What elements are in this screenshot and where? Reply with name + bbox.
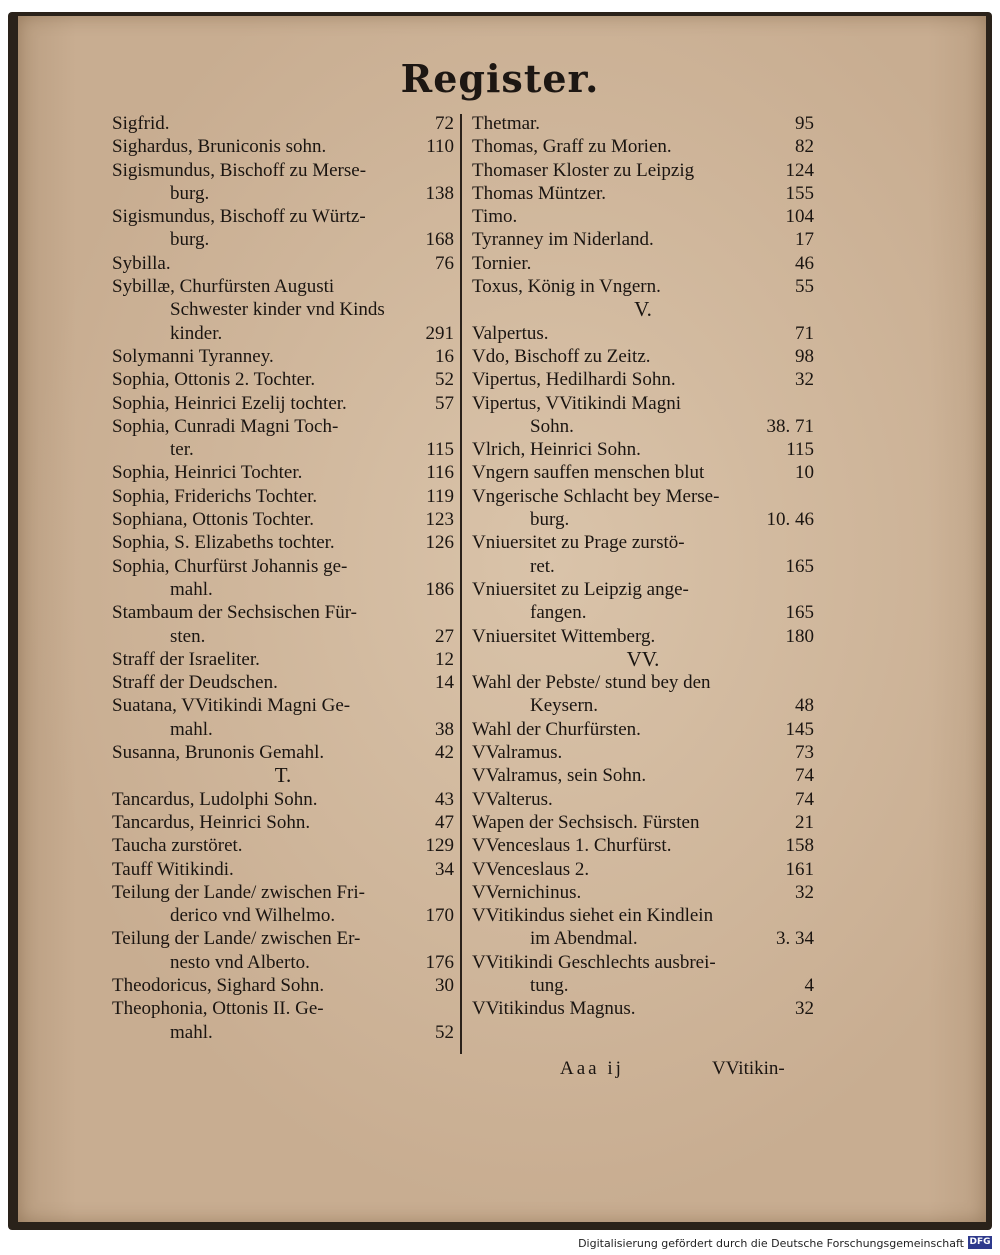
entry-text: Sybilla. xyxy=(112,252,171,274)
entry-text: VVitikindus Magnus. xyxy=(472,998,636,1020)
page-number: 73 xyxy=(795,742,814,764)
index-entry xyxy=(472,368,814,391)
index-entry xyxy=(472,415,814,438)
index-entry xyxy=(112,531,454,554)
index-entry xyxy=(112,228,454,251)
entry-text: Tornier. xyxy=(472,252,532,274)
page-number: 138 xyxy=(425,182,454,204)
page-number: 48 xyxy=(795,695,814,717)
page-number: 176 xyxy=(425,951,454,973)
section-letter xyxy=(112,764,454,787)
entry-text: Thomas, Graff zu Morien. xyxy=(472,136,672,158)
page-number: 123 xyxy=(425,509,454,531)
entry-text: sten. xyxy=(170,625,206,647)
entry-text: burg. xyxy=(170,182,210,204)
page-number: 124 xyxy=(785,159,814,181)
entry-text: Wahl der Churfürsten. xyxy=(472,718,641,740)
entry-text: VVenceslaus 2. xyxy=(472,858,590,880)
digitization-credit: Digitalisierung gefördert durch die Deutsche Forschungsgemeinschaft xyxy=(578,1237,964,1250)
index-entry xyxy=(112,648,454,671)
index-entry xyxy=(112,625,454,648)
page-number: 158 xyxy=(785,835,814,857)
entry-text: Theophonia, Ottonis II. Ge- xyxy=(112,998,324,1020)
entry-text: derico vnd Wilhelmo. xyxy=(170,905,336,927)
page-number: 76 xyxy=(435,252,454,274)
index-entry xyxy=(112,159,454,182)
index-entry xyxy=(112,578,454,601)
page-number: 110 xyxy=(426,136,454,158)
entry-text: VValterus. xyxy=(472,788,553,810)
index-entry xyxy=(112,904,454,927)
entry-text: Tyranney im Niderland. xyxy=(472,229,654,251)
section-letter xyxy=(472,298,814,321)
entry-text: VValramus. xyxy=(472,742,563,764)
page-number: 3. 34 xyxy=(776,928,814,950)
page-number: 168 xyxy=(425,229,454,251)
entry-text: Vdo, Bischoff zu Zeitz. xyxy=(472,345,651,367)
entry-text: Tauff Witikindi. xyxy=(112,858,234,880)
entry-text: Sybillæ, Churfürsten Augusti xyxy=(112,276,335,298)
entry-text: Sophia, Cunradi Magni Toch- xyxy=(112,415,339,437)
index-entry xyxy=(472,205,814,228)
entry-text: Sigismundus, Bischoff zu Merse- xyxy=(112,159,367,181)
index-entry xyxy=(472,671,814,694)
page-number: 129 xyxy=(425,835,454,857)
index-entry xyxy=(112,275,454,298)
entry-text: Timo. xyxy=(472,206,518,228)
index-entry xyxy=(472,997,814,1020)
page-number: 42 xyxy=(435,742,454,764)
index-entry xyxy=(472,881,814,904)
entry-text: V. xyxy=(634,297,652,322)
entry-text: Sohn. xyxy=(530,415,574,437)
page-number: 116 xyxy=(426,462,454,484)
entry-text: VV. xyxy=(626,646,660,671)
entry-text: Thetmar. xyxy=(472,113,541,134)
index-entry xyxy=(472,531,814,554)
page-number: 115 xyxy=(426,439,454,461)
index-entry xyxy=(472,112,814,135)
index-entry xyxy=(112,601,454,624)
index-entry xyxy=(112,135,454,158)
page-number: 291 xyxy=(425,322,454,344)
entry-text: Solymanni Tyranney. xyxy=(112,345,274,367)
entry-text: Sigismundus, Bischoff zu Würtz- xyxy=(112,206,366,228)
page-number: 115 xyxy=(786,439,814,461)
index-entry xyxy=(112,951,454,974)
entry-text: Sophia, Churfürst Johannis ge- xyxy=(112,555,348,577)
index-entry xyxy=(472,345,814,368)
entry-text: VVernichinus. xyxy=(472,881,582,903)
entry-text: VValramus, sein Sohn. xyxy=(472,765,647,787)
page-number: 170 xyxy=(425,905,454,927)
index-entry xyxy=(472,694,814,717)
entry-text: Sighardus, Bruniconis sohn. xyxy=(112,136,327,158)
entry-text: Toxus, König in Vngern. xyxy=(472,276,661,298)
page-number: 145 xyxy=(785,718,814,740)
index-entry xyxy=(112,182,454,205)
index-entry xyxy=(112,438,454,461)
page-number: 14 xyxy=(435,672,454,694)
entry-text: Sigfrid. xyxy=(112,113,170,134)
entry-text: kinder. xyxy=(170,322,223,344)
page-number: 155 xyxy=(785,182,814,204)
index-entry xyxy=(472,625,814,648)
page-number: 126 xyxy=(425,532,454,554)
entry-text: burg. xyxy=(530,509,570,531)
entry-text: Vniuersitet zu Leipzig ange- xyxy=(472,578,689,600)
page-number: 10 xyxy=(795,462,814,484)
index-entry xyxy=(112,345,454,368)
entry-text: im Abendmal. xyxy=(530,928,638,950)
index-entry xyxy=(112,927,454,950)
index-entry xyxy=(472,182,814,205)
page-number: 95 xyxy=(795,113,814,134)
page-number: 72 xyxy=(435,113,454,134)
index-entry xyxy=(472,322,814,345)
page-number: 21 xyxy=(795,811,814,833)
index-entry xyxy=(472,904,814,927)
entry-text: VVitikindus siehet ein Kindlein xyxy=(472,905,714,927)
page-number: 82 xyxy=(795,136,814,158)
page-number: 32 xyxy=(795,369,814,391)
index-entry xyxy=(112,694,454,717)
page-number: 38. 71 xyxy=(766,415,814,437)
page-number: 34 xyxy=(435,858,454,880)
entry-text: Theodoricus, Sighard Sohn. xyxy=(112,974,325,996)
index-entry xyxy=(472,578,814,601)
page-number: 30 xyxy=(435,974,454,996)
page-number: 52 xyxy=(435,1021,454,1043)
index-entry xyxy=(472,974,814,997)
index-entry xyxy=(112,834,454,857)
page-number: 98 xyxy=(795,345,814,367)
page-number: 17 xyxy=(795,229,814,251)
page-number: 74 xyxy=(795,765,814,787)
entry-text: Vipertus, VVitikindi Magni xyxy=(472,392,681,414)
index-entry xyxy=(472,788,814,811)
entry-text: nesto vnd Alberto. xyxy=(170,951,310,973)
entry-text: T. xyxy=(274,763,292,788)
index-entry xyxy=(112,1021,454,1044)
index-entry xyxy=(472,858,814,881)
index-entry xyxy=(112,671,454,694)
entry-text: fangen. xyxy=(530,602,587,624)
page-number: 55 xyxy=(795,276,814,298)
entry-text: Wahl der Pebste/ stund bey den xyxy=(472,672,711,694)
index-entry xyxy=(472,718,814,741)
page-number: 186 xyxy=(425,578,454,600)
index-entry xyxy=(112,322,454,345)
index-entry xyxy=(472,508,814,531)
entry-text: Vngern sauffen menschen blut xyxy=(472,462,705,484)
entry-text: Sophia, Heinrici Ezelij tochter. xyxy=(112,392,347,414)
page-number: 16 xyxy=(435,345,454,367)
entry-text: Straff der Israeliter. xyxy=(112,648,260,670)
page-number: 74 xyxy=(795,788,814,810)
page-number: 46 xyxy=(795,252,814,274)
index-entry xyxy=(472,811,814,834)
entry-text: Stambaum der Sechsischen Für- xyxy=(112,602,357,624)
index-entry xyxy=(112,555,454,578)
catchword: VVitikin- xyxy=(712,1058,785,1079)
entry-text: Sophia, Heinrici Tochter. xyxy=(112,462,303,484)
entry-text: Thomas Müntzer. xyxy=(472,182,607,204)
dfg-logo: DFG xyxy=(969,1237,991,1247)
index-entry xyxy=(472,951,814,974)
index-entry xyxy=(112,298,454,321)
index-entry xyxy=(472,927,814,950)
index-entry xyxy=(472,275,814,298)
entry-text: tung. xyxy=(530,974,569,996)
index-entry xyxy=(112,881,454,904)
entry-text: burg. xyxy=(170,229,210,251)
section-letter xyxy=(472,648,814,671)
entry-text: Tancardus, Heinrici Sohn. xyxy=(112,811,311,833)
entry-text: Vniuersitet zu Prage zurstö- xyxy=(472,532,685,554)
entry-text: Teilung der Lande/ zwischen Er- xyxy=(112,928,361,950)
index-entry xyxy=(472,485,814,508)
index-entry xyxy=(112,485,454,508)
index-entry xyxy=(472,741,814,764)
page-number: 104 xyxy=(785,206,814,228)
entry-text: Sophia, S. Elizabeths tochter. xyxy=(112,532,335,554)
page-number: 71 xyxy=(795,322,814,344)
page-number: 12 xyxy=(435,648,454,670)
index-entry xyxy=(112,205,454,228)
entry-text: Vlrich, Heinrici Sohn. xyxy=(472,439,641,461)
index-entry xyxy=(472,555,814,578)
entry-text: Vngerische Schlacht bey Merse- xyxy=(472,485,720,507)
index-entry xyxy=(112,112,454,135)
page-title: Register. xyxy=(400,56,600,101)
entry-text: Tancardus, Ludolphi Sohn. xyxy=(112,788,318,810)
page-number: 180 xyxy=(785,625,814,647)
page-number: 119 xyxy=(426,485,454,507)
index-entry xyxy=(112,788,454,811)
signature-mark: Aaa ij xyxy=(560,1058,624,1079)
entry-text: Keysern. xyxy=(530,695,599,717)
entry-text: Teilung der Lande/ zwischen Fri- xyxy=(112,881,365,903)
entry-text: Vniuersitet Wittemberg. xyxy=(472,625,656,647)
entry-text: Sophia, Ottonis 2. Tochter. xyxy=(112,369,316,391)
entry-text: Vipertus, Hedilhardi Sohn. xyxy=(472,369,676,391)
entry-text: Susanna, Brunonis Gemahl. xyxy=(112,742,325,764)
page-number: 32 xyxy=(795,998,814,1020)
index-entry xyxy=(112,858,454,881)
index-entry xyxy=(112,252,454,275)
entry-text: VVitikindi Geschlechts ausbrei- xyxy=(472,951,716,973)
entry-text: mahl. xyxy=(170,718,213,740)
entry-text: Straff der Deudschen. xyxy=(112,672,278,694)
left-column xyxy=(112,112,454,1044)
index-entry xyxy=(472,228,814,251)
index-entry xyxy=(112,368,454,391)
index-entry xyxy=(472,461,814,484)
index-entry xyxy=(112,415,454,438)
page-number: 47 xyxy=(435,811,454,833)
page-number: 32 xyxy=(795,881,814,903)
entry-text: Suatana, VVitikindi Magni Ge- xyxy=(112,695,351,717)
index-entry xyxy=(112,811,454,834)
index-entry xyxy=(472,252,814,275)
entry-text: ret. xyxy=(530,555,555,577)
page-number: 57 xyxy=(435,392,454,414)
entry-text: Wapen der Sechsisch. Fürsten xyxy=(472,811,700,833)
page-number: 52 xyxy=(435,369,454,391)
index-entry xyxy=(112,974,454,997)
index-entry xyxy=(472,764,814,787)
index-entry xyxy=(472,392,814,415)
entry-text: Sophia, Friderichs Tochter. xyxy=(112,485,318,507)
index-entry xyxy=(112,508,454,531)
index-entry xyxy=(112,461,454,484)
entry-text: Sophiana, Ottonis Tochter. xyxy=(112,509,315,531)
page-number: 27 xyxy=(435,625,454,647)
page-number: 161 xyxy=(785,858,814,880)
index-entry xyxy=(472,135,814,158)
page-number: 38 xyxy=(435,718,454,740)
entry-text: Thomaser Kloster zu Leipzig xyxy=(472,159,695,181)
entry-text: VVenceslaus 1. Churfürst. xyxy=(472,835,672,857)
entry-text: Taucha zurstöret. xyxy=(112,835,243,857)
index-entry xyxy=(112,392,454,415)
index-entry xyxy=(472,834,814,857)
page-number: 4 xyxy=(804,974,814,996)
index-entry xyxy=(472,601,814,624)
index-entry xyxy=(472,438,814,461)
index-entry xyxy=(112,718,454,741)
page-number: 165 xyxy=(785,555,814,577)
column-divider xyxy=(460,114,462,1054)
page-number: 10. 46 xyxy=(766,509,814,531)
page-number: 43 xyxy=(435,788,454,810)
right-column xyxy=(472,112,814,1021)
entry-text: mahl. xyxy=(170,578,213,600)
entry-text: ter. xyxy=(170,439,194,461)
index-entry xyxy=(472,159,814,182)
page-number: 165 xyxy=(785,602,814,624)
index-entry xyxy=(112,741,454,764)
entry-text: Valpertus. xyxy=(472,322,549,344)
entry-text: Schwester kinder vnd Kinds xyxy=(170,299,385,321)
index-entry xyxy=(112,997,454,1020)
entry-text: mahl. xyxy=(170,1021,213,1043)
